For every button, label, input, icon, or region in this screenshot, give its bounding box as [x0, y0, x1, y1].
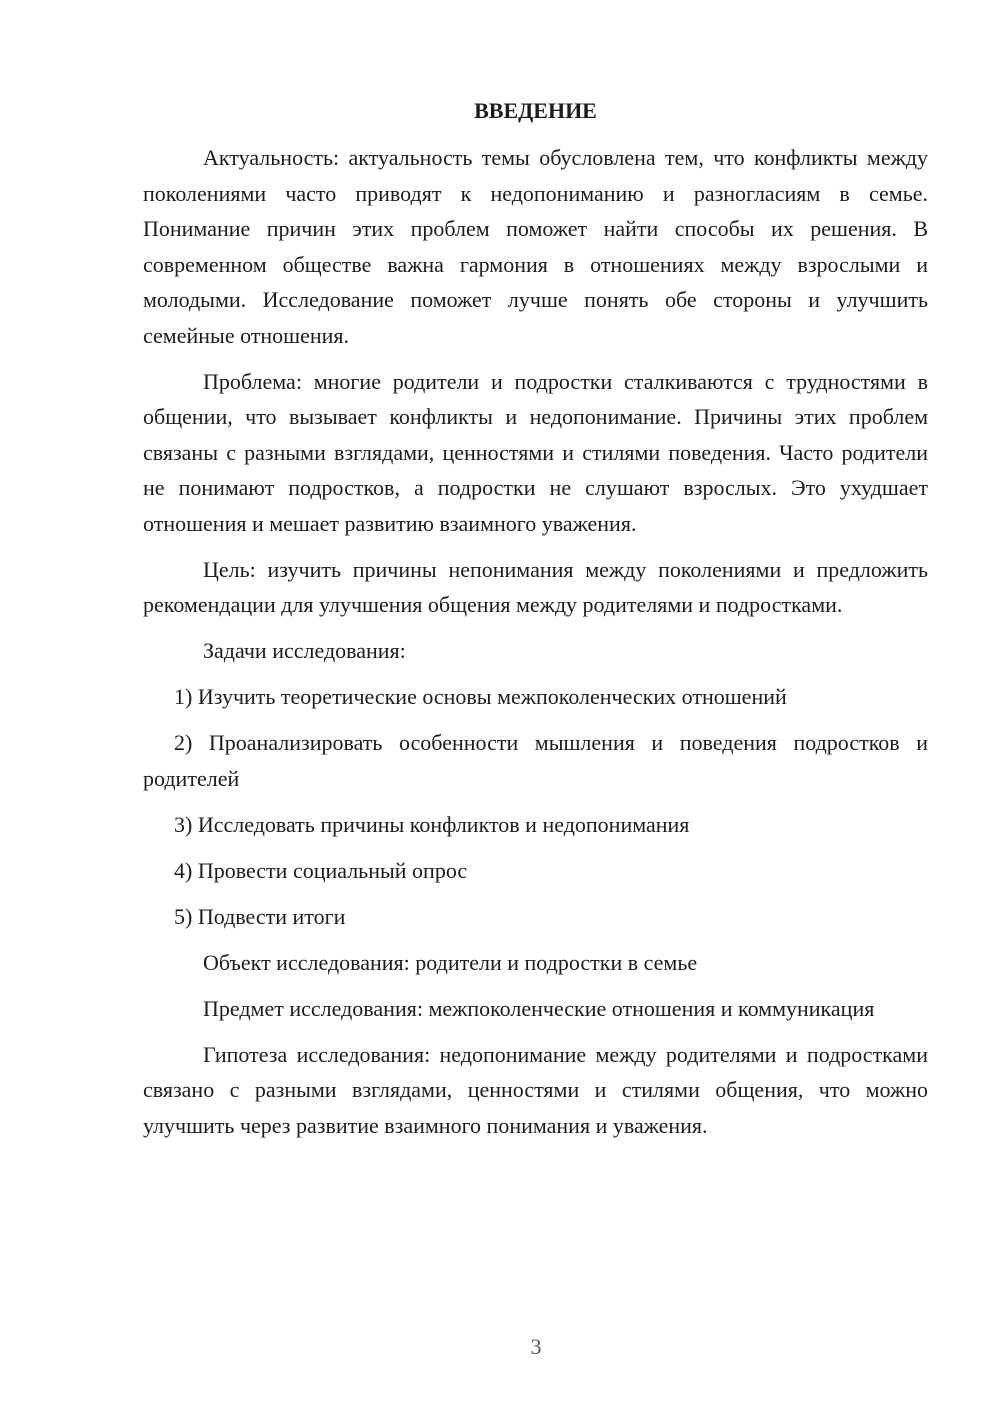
- tasks-heading: Задачи исследования:: [203, 638, 406, 663]
- task-item-3: 3) Исследовать причины конфликтов и недопонимания: [174, 811, 690, 837]
- task-item-2: 2) Проанализировать особенности мышления и поведения подростков и родителей: [143, 730, 928, 791]
- task-item-4: 4) Провести социальный опрос: [174, 857, 468, 883]
- document-body: [143, 93, 928, 1154]
- hypothesis-paragraph: Гипотеза исследования: недопонимание между родителями и подростками связано с разными взглядами, ценностями и стилями общения, что можно улучшить через развитие взаимного понимания и уважения.: [143, 1041, 928, 1138]
- relevance-paragraph: Актуальность: актуальность темы обусловлена тем, что конфликты между поколениями часто приводят к недопониманию и разногласиям в семье. Понимание причин этих проблем поможет найти способы их решения. В современном обществе важна гармония в отношениях между взрослыми и молодыми. Исследование поможет лучше понять обе стороны и улучшить семейные отношения.: [143, 145, 928, 348]
- problem-paragraph: Проблема: многие родители и подростки сталкиваются с трудностями в общении, что вызывает конфликты и недопонимание. Причины этих проблем связаны с разными взглядами, ценностями и стилями поведения. Часто родители не понимают подростков, а подростки не слушают взрослых. Это ухудшает отношения и мешает развитию взаимного уважения.: [143, 368, 928, 536]
- goal-paragraph: Цель: изучить причины непонимания между поколениями и предложить рекомендации для улучшения общения между родителями и подростками.: [143, 556, 928, 617]
- research-subject-paragraph: Предмет исследования: межпоколенческие отношения и коммуникация: [203, 995, 875, 1021]
- section-title: ВВЕДЕНИЕ: [474, 98, 597, 123]
- research-object-paragraph: Объект исследования: родители и подростки в семье: [203, 949, 698, 975]
- task-item-5: 5) Подвести итоги: [174, 903, 346, 929]
- task-item-1: 1) Изучить теоретические основы межпоколенческих отношений: [174, 684, 787, 709]
- page-number: 3: [530, 1334, 542, 1359]
